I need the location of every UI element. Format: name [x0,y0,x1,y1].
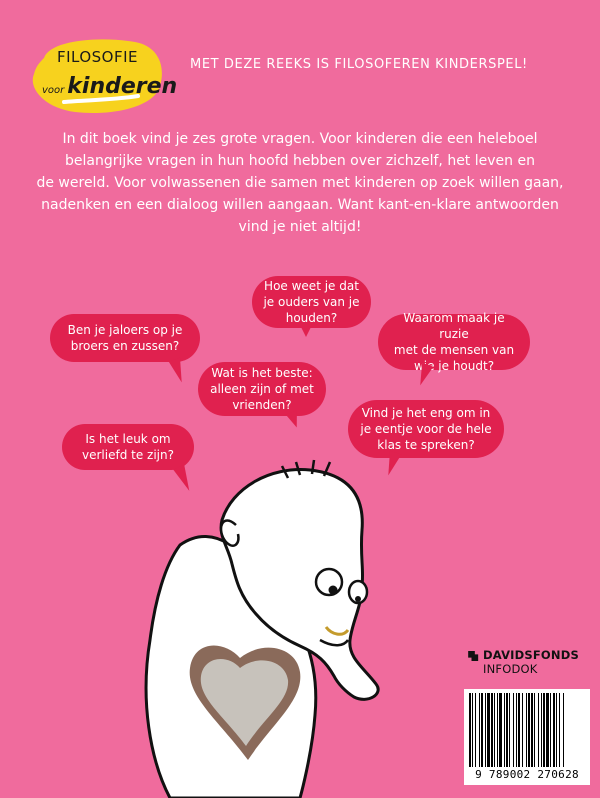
question-bubble [348,400,504,458]
intro-line: In dit boek vind je zes grote vragen. Voor kinderen die een heleboel [62,131,538,147]
intro-line: nadenken en een dialoog willen aangaan. Want kant-en-klare antwoorden [41,197,559,213]
publisher-logo [467,648,587,684]
barcode-bars [469,693,585,767]
question-bubble [378,311,530,373]
publisher-name: DAVIDSFONDS [483,648,579,662]
logo-voor: voor [42,85,65,96]
question-text: Wat is het beste: alleen zijn of met vrienden? [210,366,314,412]
publisher-imprint: INFODOK [483,662,538,676]
intro-line: vind je niet altijd! [238,219,362,235]
question-bubble [198,362,326,416]
question-text: Waarom maak je ruzie met de mensen van wie je houdt? [393,311,515,373]
question-text: Vind je het eng om in je eentje voor de hele klas te spreken? [360,406,492,452]
publisher-mark-icon [467,651,481,661]
question-text: Ben je jaloers op je broers en zussen? [67,323,183,353]
intro-line: belangrijke vragen in hun hoofd hebben over zichzelf, het leven en [65,153,535,169]
logo-kinderen: kinderen [67,74,178,99]
question-text: Is het leuk om verliefd te zijn? [82,432,174,462]
tagline: MET DEZE REEKS IS FILOSOFEREN KINDERSPEL! [190,57,528,72]
bubble-tail [300,325,312,337]
question-bubble [252,276,371,328]
question-bubble [62,424,194,470]
question-text: Hoe weet je dat je ouders van je houden? [263,279,360,325]
question-bubble [50,314,200,362]
barcode [464,689,590,785]
logo-title: FILOSOFIE [56,48,139,66]
isbn-number: 9 789002 270628 [475,768,579,781]
intro-line: de wereld. Voor volwassenen die samen met kinderen op zoek willen gaan, [36,175,564,191]
